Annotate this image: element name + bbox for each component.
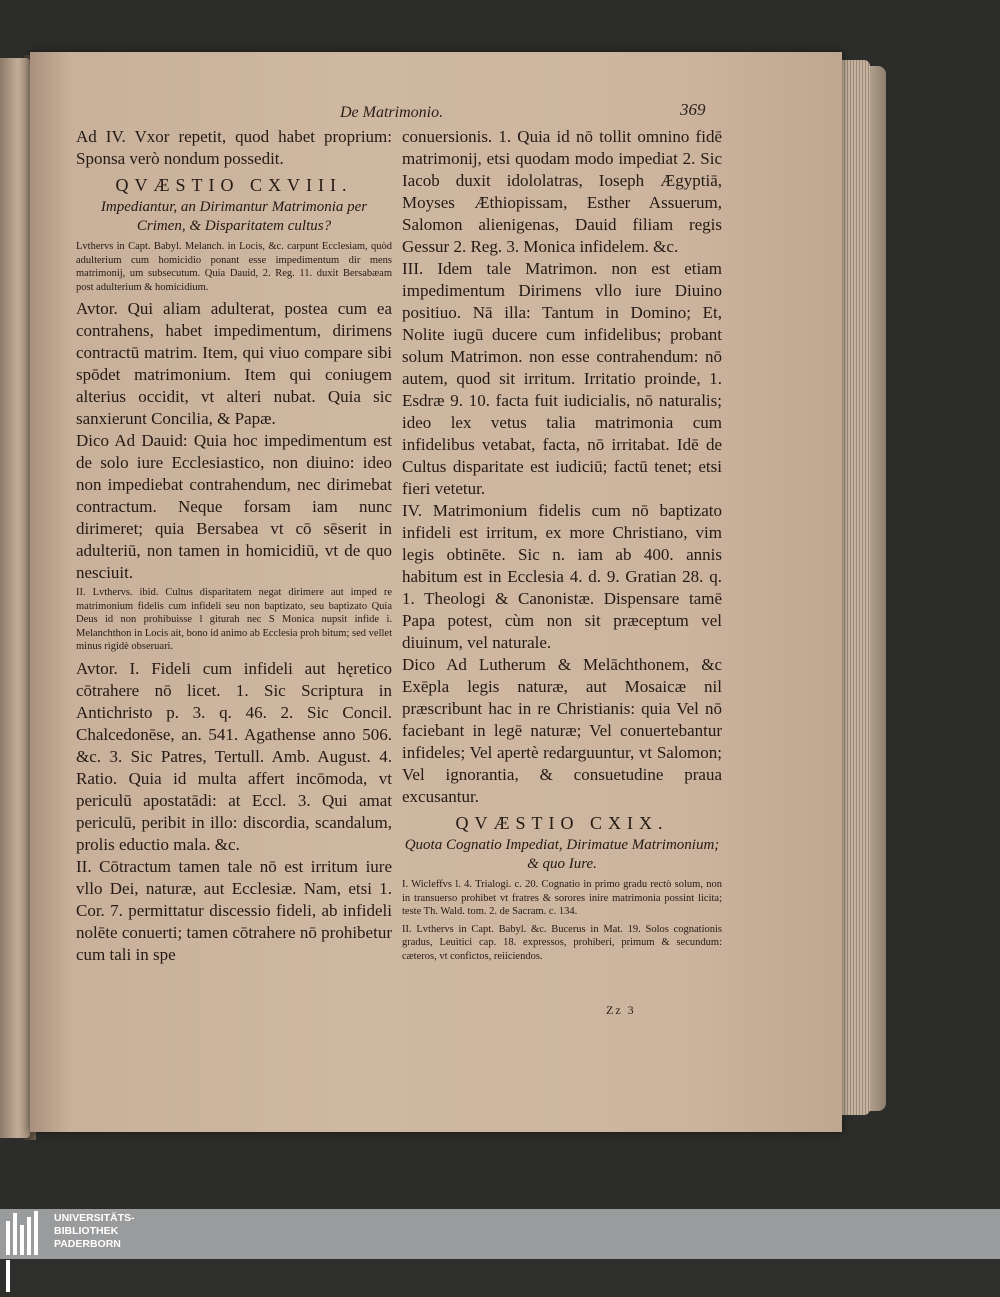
left-big-paragraph: Avtor. Qui aliam adulterat, postea cum ea contrahens, habet impedimentum, dirimens contractū matrim. Item, qui viuo compare sibi spōdet matrimonium. Item qui coniugem alterius occidit, vt alteri nubat. Quia sic sanxierunt Concilia, & Papæ. [76,299,392,428]
right-text-column [402,126,722,967]
library-logo-icon [6,1211,46,1257]
left-big-paragraph: Dico Ad Dauid: Quia hoc impedimentum est de solo iure Ecclesiastico, non diuino: ideo non impediebat contrahendum, nec dirimebat contractum. Neque forsam iam nunc dirimeret; quia Bersabea vt cō sēserit in adulteriū, non tamen in homicidiū, vt de quo nesciuit. [76,431,392,582]
left-small-paragraph: Lvthervs in Capt. Babyl. Melanch. in Locis, &c. carpunt Ecclesiam, quòd adulterium cum homicidio ponant esse impedimentum dir mens matrimonij, um subsecutum. Quia Dauid, 2. Reg. 11. duxit Bersabæam post adulterium & homicidium. [76,241,392,293]
right-big-paragraph: conuersionis. 1. Quia id nō tollit omnino fidē matrimonij, etsi quodam modo impediat 2. Sic Iacob duxit idololatras, Ioseph Ægyptiā, Moyses Æthiopissam, Esther Assuerum, Salomon alienigenas, Dauid filiam regis Gessur 2. Reg. 3. Monica infidelem. &c. [402,127,722,256]
left-small-paragraph: II. Lvthervs. ibid. Cultus disparitatem negat dirimere aut imped re matrimonium fidelis cum infideli seu non baptizato, seu baptizato Quia Deus id non prohibuisse l giturah nec S Monica nupsit infide i. Melanchthon in Locis ait, bono id animo ab Ecclesia proh bitum; sed vellet minus rigidè obseruari. [76,587,392,652]
left-page-edge [0,58,30,1138]
right-small-paragraph: I. Wicleffvs l. 4. Trialogi. c. 20. Cognatio in primo gradu rectò solum, non in transuerso prohibet vt fratres & sorores inire matrimonia possint licita; teste Th. Wald. tom. 2. de Sacram. c. 134. [402,879,722,917]
right-qtitle-paragraph: Quota Cognatio Impediat, Dirimatue Matrimonium; & quo Iure. [404,837,720,872]
right-qhead-paragraph: QVÆSTIO CXIX. [455,813,669,833]
right-small-paragraph: II. Lvthervs in Capt. Babyl. &c. Bucerus in Mat. 19. Solos cognationis gradus, Leuitici cap. 18. expressos, prohiberi, primum & secundum: cæteros, vt confictos, reiiciendos. [402,923,722,962]
left-big-paragraph: Avtor. I. Fideli cum infideli aut hęretico cōtrahere nō licet. 1. Sic Scriptura in Antichristo p. 3. q. 46. 2. Sic Concil. Chalcedonēse, an. 541. Agathense anno 506. &c. 3. Sic Patres, Tertull. Amb. August. 4. Ratio. Quia id multa affert incōmoda, vt periculū apostatādi: at Eccl. 3. Qui amat periculū, peribit in illo: discordia, scandalum, prolis eductio mala. &c. [76,658,392,854]
page-number: 369 [680,100,706,119]
left-big-paragraph: Ad IV. Vxor repetit, quod habet proprium: Sponsa verò nondum possedit. [76,127,392,168]
library-logo-line-3: PADERBORN [54,1238,121,1250]
catchword: Zz 3 [606,1003,636,1017]
right-big-paragraph: Dico Ad Lutherum & Melāchthonem, &c Exēpla legis naturæ, aut Mosaicæ nil præscribunt hac in re Christianis: quia Vel nō faciebant in legē naturæ; Vel conuertebantur infideles; Vel apertè redarguuntur, vt Salomon; Vel ignorantia, & consuetudine praua excusantur. [402,655,722,806]
library-logo-line-1: UNIVERSITÄTS- [54,1212,135,1224]
left-text-column [76,126,392,966]
right-big-paragraph: IV. Matrimonium fidelis cum nō baptizato infideli est irritum, ex more Christiano, vim legis obtinēte. Sic n. iam ab 400. annis habitum est in Ecclesia 4. d. 9. Gratian 28. q. 1. Theologi & Canonistæ. Dispensare tamē Papa potest, cùm non sit præceptum vel diuinum, vel naturale. [402,501,722,652]
left-qtitle-paragraph: Impediantur, an Dirimantur Matrimonia per Crimen, & Disparitatem cultus? [100,199,368,234]
left-big-paragraph: II. Cōtractum tamen tale nō est irritum iure vllo Dei, naturæ, aut Ecclesiæ. Nam, etsi 1. Cor. 7. permittatur discessio fideli, ab infideli nolēte conuerti; tamen cōtrahere nō prohibetur cum tali in spe [76,856,392,964]
library-logo-text [54,1212,135,1251]
library-footer-bar [0,1209,1000,1259]
left-qhead-paragraph: QVÆSTIO CXVIII. [115,175,353,195]
running-head: De Matrimonio. [340,104,444,121]
library-logo-line-2: BIBLIOTHEK [54,1225,119,1237]
right-big-paragraph: III. Idem tale Matrimon. non est etiam impedimentum Dirimens vllo iure Diuino positiuo. Nā illa: Tantum in Domino; Et, Nolite iugū ducere cum infidelibus; probant solum Matrimon. non esse contrahendum: nō autem, quod sit irritum. Irritatio proinde, 1. Esdræ 9. 10. facta fuit iudicialis, nō naturalis; ideo lex vetus talia matrimonia cum infidelibus vetabat, facta, nō irritabat. Idē de Cultus disparitate est iudiciū; factū tenet; etsi fieri vetetur. [402,259,722,498]
